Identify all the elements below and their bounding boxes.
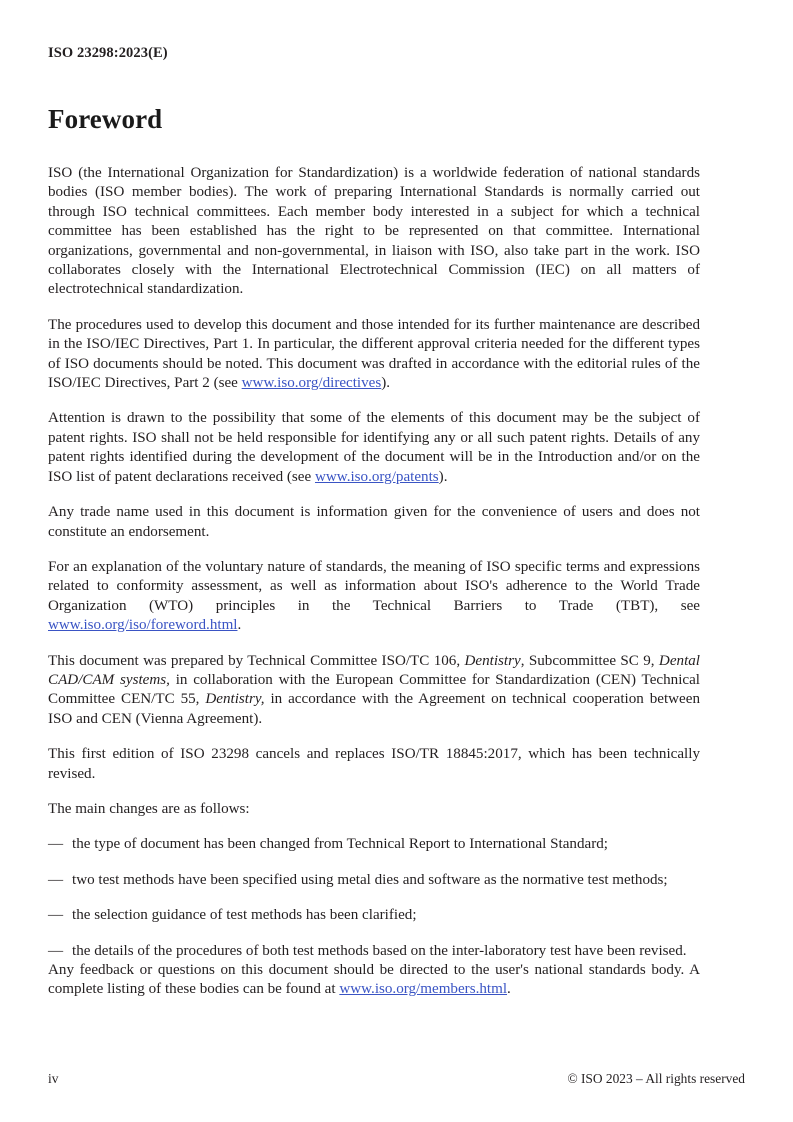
paragraph-first-edition: This first edition of ISO 23298 cancels and replaces ISO/TR 18845:2017, which has been technically revised. [48,746,700,782]
em-dash-icon: — [48,836,64,853]
page-number: iv [48,1071,59,1086]
list-item [48,906,700,925]
paragraph-trade-name: Any trade name used in this document is information given for the convenience of users and does not constitute an endorsement. [48,504,700,540]
paragraph-procedures-text-before: The procedures used to develop this document and those intended for its further maintenance are described in the ISO/IEC Directives, Part 1. In particular, the different approval criteria needed for the different types of ISO documents should be noted. This document was drafted in accordance with the editorial rules of the ISO/IEC Directives, Part 2 (see [48,316,700,392]
list-item-text: the type of document has been changed from Technical Report to International Standard; [72,836,608,853]
paragraph-voluntary-nature [48,558,700,636]
em-dash-icon: — [48,907,64,924]
paragraph-patent-text-before: Attention is drawn to the possibility that some of the elements of this document may be the subject of patent rights. ISO shall not be held responsible for identifying any or all such patent rights. Details of any patent rights identified during the development of the document will be in the Introduction and/or on the ISO list of patent declarations received (see [48,410,700,485]
page-footer [48,1071,745,1087]
committee-text-part3: in collaboration with the European Committee for Standardization (CEN) Technical Committee CEN/TC 55, [48,671,701,708]
committee-text-part1: This document was prepared by Technical Committee ISO/TC 106, [48,652,465,669]
paragraph-patent-text-after: ). [438,468,448,485]
paragraph-feedback-text-after: . [507,981,511,998]
committee-italic-dentistry-1: Dentistry [464,652,521,669]
committee-text-part2: , Subcommittee SC 9, [520,652,659,669]
paragraph-feedback-text-before: Any feedback or questions on this document should be directed to the user's national standards body. A complete listing of these bodies can be found at [48,962,700,998]
paragraph-procedures-text-after: ). [381,375,391,392]
paragraph-voluntary-text-after: . [237,617,242,634]
paragraph-main-changes-intro: The main changes are as follows: [48,800,250,817]
committee-italic-cadcam: Dental CAD/CAM systems, [48,652,701,688]
link-iso-foreword[interactable]: www.iso.org/iso/foreword.html [48,617,238,634]
main-changes-list [48,835,700,961]
link-iso-directives[interactable]: www.iso.org/directives [241,375,382,392]
list-item [48,871,700,890]
page-title: Foreword [48,104,163,134]
paragraph-feedback [48,961,700,1000]
paragraph-procedures [48,316,700,394]
list-item [48,942,700,961]
list-item-text: the details of the procedures of both test methods based on the inter-laboratory test have been revised. [72,942,687,959]
link-iso-patents[interactable]: www.iso.org/patents [314,468,439,485]
list-item [48,835,700,854]
copyright-notice: © ISO 2023 – All rights reserved [567,1071,745,1086]
committee-italic-dentistry-2: Dentistry, [205,691,265,708]
committee-text-part4: in accordance with the Agreement on technical cooperation between ISO and CEN (Vienna Agreement). [48,691,701,727]
em-dash-icon: — [48,942,64,959]
em-dash-icon: — [48,871,64,888]
paragraph-patent-rights [48,409,700,487]
paragraph-voluntary-text-before: For an explanation of the voluntary nature of standards, the meaning of ISO specific terms and expressions related to conformity assessment, as well as information about ISO's adherence to the World Trade Organization (WTO) principles in the Technical Barriers to Trade (TBT), see [48,558,700,614]
list-item-text: the selection guidance of test methods has been clarified; [72,907,417,924]
link-iso-members[interactable]: www.iso.org/members.html [339,981,508,998]
list-item-text: two test methods have been specified using metal dies and software as the normative test methods; [72,871,668,888]
paragraph-iso-description: ISO (the International Organization for Standardization) is a worldwide federation of national standards bodies (ISO member bodies). The work of preparing International Standards is normally carried out through ISO technical committees. Each member body interested in a subject for which a technical committee has been established has the right to be represented on that committee. International organizations, governmental and non-governmental, in liaison with ISO, also take part in the work. ISO collaborates closely with the International Electrotechnical Commission (IEC) on all matters of electrotechnical standardization. [48,165,700,298]
page-content [48,0,700,1000]
paragraph-technical-committee [48,652,700,730]
document-standard-header: ISO 23298:2023(E) [48,45,168,61]
